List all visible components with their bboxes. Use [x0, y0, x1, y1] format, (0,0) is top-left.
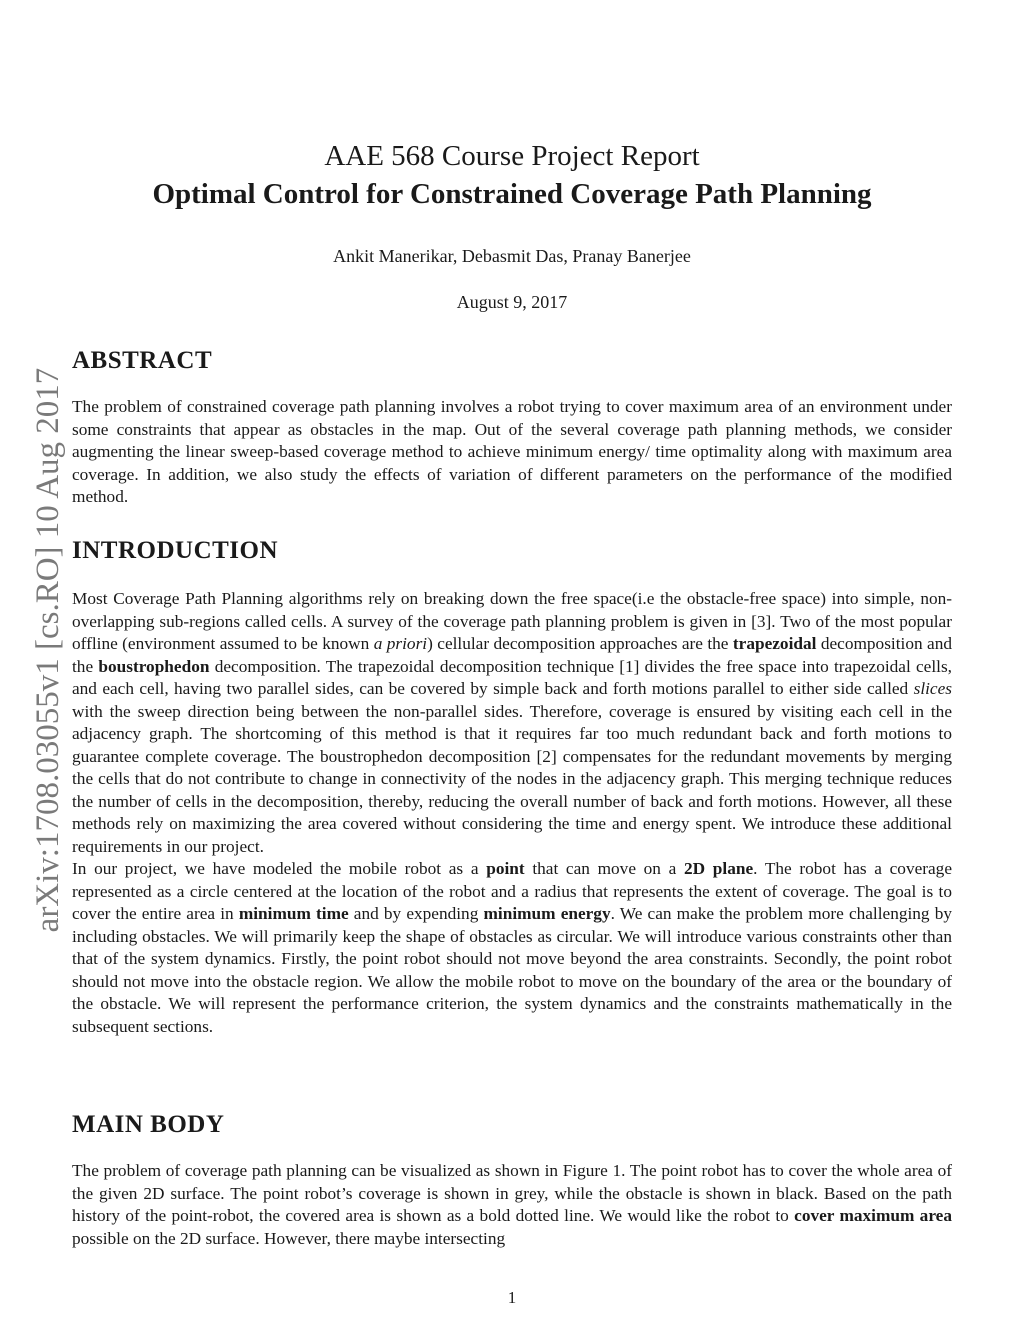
introduction-section [72, 536, 952, 1038]
abstract-text: The problem of constrained coverage path planning involves a robot trying to cover maximum area of an environment under some constraints that appear as obstacles in the map. Out of the several coverage path planning methods, we consider augmenting the linear sweep-based coverage method to achieve minimum energy/ time optimality along with maximum area coverage. In addition, we also study the effects of variation of different parameters on the performance of the modified method. [72, 397, 952, 506]
course-title: AAE 568 Course Project Report [324, 140, 700, 172]
title-block [0, 138, 1024, 314]
introduction-paragraph-2: In our project, we have modeled the mobile robot as a point that can move on a 2D plane. The robot has a coverage represented as a circle centered at the location of the robot and a radius that represents the extent of coverage. The goal is to cover the entire area in minimum time and by expending minimum energy. We can make the problem more challenging by including obstacles. We will primarily keep the shape of obstacles as circular. We will introduce various constraints other than that of the system dynamics. Firstly, the point robot should not move beyond the area constraints. Secondly, the point robot should not move into the obstacle region. We allow the mobile robot to move on the boundary of the area or the boundary of the obstacle. We will represent the performance criterion, the system dynamics and the constraints mathematically in the subsequent sections. [72, 859, 953, 1036]
main-body-section [72, 1110, 952, 1250]
abstract-heading: ABSTRACT [72, 347, 213, 374]
introduction-heading: INTRODUCTION [72, 537, 279, 564]
main-body-heading: MAIN BODY [72, 1111, 225, 1138]
authors: Ankit Manerikar, Debasmit Das, Pranay Banerjee [333, 246, 691, 266]
main-body-paragraph: The problem of coverage path planning can be visualized as shown in Figure 1. The point robot has to cover the whole area of the given 2D surface. The point robot’s coverage is shown in grey, while the obstacle is shown in black. Based on the path history of the point-robot, the covered area is shown as a bold dotted line. We would like the robot to cover maximum area possible on the 2D surface. However, there maybe intersecting [72, 1161, 952, 1248]
paper-title: Optimal Control for Constrained Coverage Path Planning [152, 178, 872, 210]
abstract-section [72, 346, 952, 509]
arxiv-identifier: arXiv:1708.03055v1 [cs.RO] 10 Aug 2017 [30, 367, 66, 933]
introduction-paragraph-1: Most Coverage Path Planning algorithms rely on breaking down the free space(i.e the obstacle-free space) into simple, non-overlapping sub-regions called cells. A survey of the coverage path planning problem is given in [3]. Two of the most popular offline (environment assumed to be known a priori) cellular decomposition approaches are the trapezoidal decomposition and the boustrophedon decomposition. The trapezoidal decomposition technique [1] divides the free space into trapezoidal cells, and each cell, having two parallel sides, can be covered by simple back and forth motions parallel to either side called slices with the sweep direction being between the non-parallel sides. Therefore, coverage is ensured by visiting each cell in the adjacency graph. The shortcoming of this method is that it requires far too much redundant back and forth motions to guarantee complete coverage. The boustrophedon decomposition [2] compensates for the redundant movements by merging the cells that do not contribute to change in connectivity of the nodes in the adjacency graph. This merging technique reduces the number of cells in the decomposition, thereby, reducing the overall number of back and forth motions. However, all these methods rely on maximizing the area covered without considering the time and energy spent. We introduce these additional requirements in our project. [72, 589, 952, 856]
date: August 9, 2017 [456, 292, 568, 312]
page-number: 1 [507, 1288, 517, 1307]
